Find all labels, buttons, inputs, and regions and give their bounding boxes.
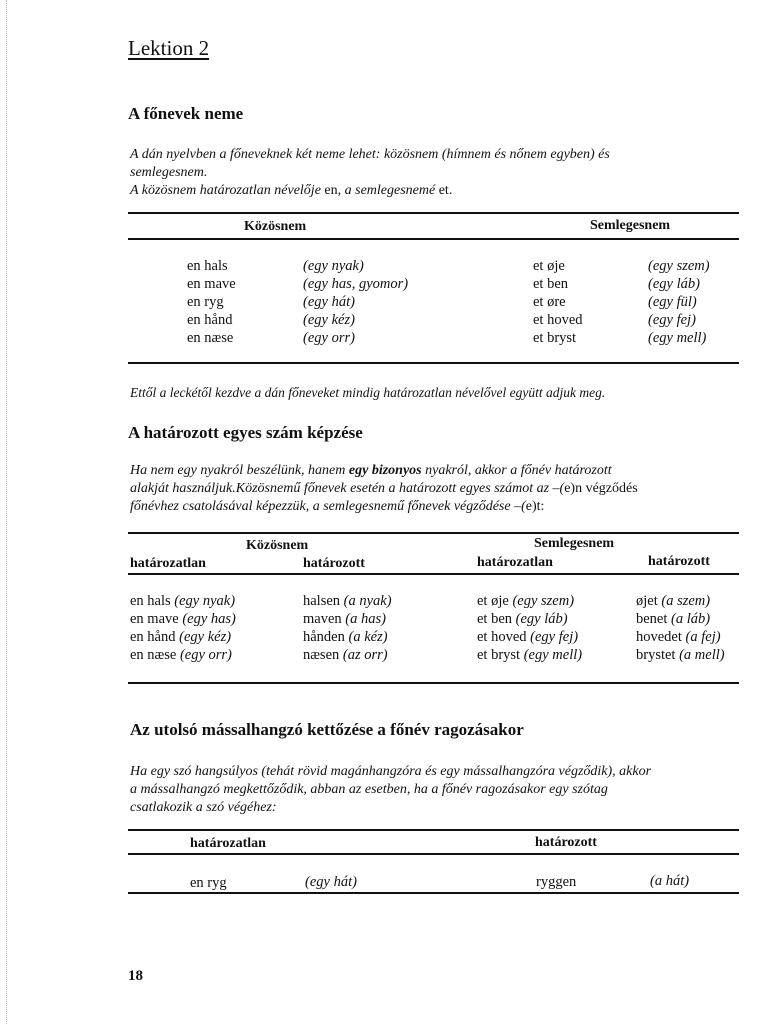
table1-common-word: en næse	[187, 330, 234, 346]
table1-common-translation: (egy nyak)	[303, 258, 364, 274]
section3-para-line3: csatlakozik a szó végéhez:	[130, 800, 277, 815]
table2-translation: (a has)	[345, 611, 386, 627]
table2-cell-common-indef	[130, 611, 236, 628]
table2-header-indef1: határozatlan	[130, 556, 206, 571]
table1-neuter-translation: (egy mell)	[648, 330, 707, 346]
para-text: A közösnem határozatlan névelője	[130, 183, 321, 198]
table3-header-rule	[128, 853, 739, 855]
section1-para-line1: A dán nyelvben a főneveknek két neme lehet: közösnem (hímnem és nőnem egyben) és	[130, 147, 610, 162]
table1-common-word: en hånd	[187, 312, 233, 328]
table1-common-word: en ryg	[187, 294, 224, 310]
table1-neuter-word: et hoved	[533, 312, 583, 328]
table1-common-translation: (egy kéz)	[303, 312, 355, 328]
table1-header-rule	[128, 238, 739, 240]
section2-heading: A határozott egyes szám képzése	[128, 423, 363, 442]
table1-common-word: en mave	[187, 276, 236, 292]
table2-cell-common-indef	[130, 647, 232, 664]
table2-word: benet	[636, 611, 668, 627]
table2-translation: (egy nyak)	[174, 593, 236, 609]
scan-edge-line	[6, 0, 8, 1024]
table2-translation: (a kéz)	[348, 629, 388, 645]
table2-word: øjet	[636, 593, 658, 609]
table2-translation: (az orr)	[342, 647, 388, 663]
table2-group-common: Közösnem	[246, 538, 309, 553]
table2-header-def2: határozott	[648, 554, 710, 569]
table2-cell-neuter-def	[636, 593, 710, 610]
table2-top-rule	[128, 532, 739, 534]
table2-translation: (egy szem)	[512, 593, 575, 609]
table2-cell-common-def	[303, 629, 388, 646]
table2-header-rule	[128, 573, 739, 575]
table2-cell-neuter-indef	[477, 629, 578, 646]
table3-header-indef: határozatlan	[190, 836, 266, 851]
table2-header-def1: határozott	[303, 556, 365, 571]
table2-header-indef2: határozatlan	[477, 555, 553, 570]
table3-indef-word: en ryg	[190, 875, 227, 891]
article-et: et.	[438, 183, 453, 198]
table2-word: et hoved	[477, 629, 527, 645]
para-text: alakját használjuk.Közösnemű főnevek esetén a határozott egyes számot az –(	[130, 481, 565, 496]
table3-top-rule	[128, 829, 739, 831]
table1-neuter-word: et ben	[533, 276, 569, 292]
para-text: a semlegesnemé	[344, 183, 436, 198]
para-text: )t:	[531, 499, 545, 514]
table2-translation: (egy kéz)	[179, 629, 232, 645]
table1-neuter-word: et øre	[533, 294, 566, 310]
table2-cell-common-def	[303, 593, 392, 610]
section1-note: Ettől a leckétől kezdve a dán főneveket mindig határozatlan névelővel együtt adjuk meg.	[130, 385, 606, 400]
table2-translation: (a láb)	[671, 611, 711, 627]
table2-cell-common-indef	[130, 629, 231, 646]
table2-word: en næse	[130, 647, 177, 663]
section1-para-line2: semlegesnem.	[130, 165, 208, 180]
table2-word: hånden	[303, 629, 345, 645]
section3-para-line1: Ha egy szó hangsúlyos (tehát rövid magánhangzóra és egy mássalhangzóra végződik), akkor	[130, 764, 652, 779]
article-en: en,	[324, 183, 342, 198]
table3-bottom-rule	[128, 892, 739, 894]
para-text: főnévhez csatolásával képezzük, a semlegesnemű főnevek végződése –(	[130, 499, 526, 514]
table2-word: en hånd	[130, 629, 176, 645]
table1-common-word: en hals	[187, 258, 228, 274]
table2-word: en mave	[130, 611, 179, 627]
table1-header-common: Közösnem	[244, 219, 307, 234]
table1-neuter-translation: (egy fül)	[648, 294, 697, 310]
table2-word: en hals	[130, 593, 171, 609]
table2-word: næsen	[303, 647, 340, 663]
table2-cell-neuter-def	[636, 611, 710, 628]
table2-cell-neuter-def	[636, 647, 725, 664]
section3-para-line2: a mássalhangzó megkettőződik, abban az esetben, ha a főnév ragozásakor egy szótag	[130, 782, 608, 797]
table3-header-def: határozott	[535, 835, 597, 850]
table2-translation: (egy orr)	[179, 647, 232, 663]
table2-translation: (a mell)	[679, 647, 725, 663]
table1-neuter-word: et øje	[533, 258, 565, 274]
table3-indef-translation: (egy hát)	[305, 874, 357, 890]
para-text: Ha nem egy nyakról beszélünk, hanem	[130, 463, 346, 478]
table2-word: et ben	[477, 611, 513, 627]
table2-word: maven	[303, 611, 342, 627]
table2-word: hovedet	[636, 629, 682, 645]
table3-def-translation: (a hát)	[650, 873, 690, 889]
table1-bottom-rule	[128, 362, 739, 364]
table2-translation: (egy fej)	[530, 629, 579, 645]
table2-cell-common-def	[303, 611, 386, 628]
table2-word: brystet	[636, 647, 676, 663]
table1-common-translation: (egy orr)	[303, 330, 355, 346]
para-letter: e	[564, 481, 571, 496]
table2-translation: (egy has)	[182, 611, 236, 627]
table1-neuter-word: et bryst	[533, 330, 577, 346]
table1-common-translation: (egy has, gyomor)	[303, 276, 409, 292]
table2-word: halsen	[303, 593, 341, 609]
table1-neuter-translation: (egy szem)	[648, 258, 710, 274]
section2-para-line1	[130, 462, 612, 480]
table1-neuter-translation: (egy láb)	[648, 276, 700, 292]
para-text: )n végződés	[570, 481, 638, 496]
table2-word: et øje	[477, 593, 509, 609]
table2-cell-common-indef	[130, 593, 235, 610]
page-title: Lektion 2	[128, 36, 210, 60]
table2-translation: (a nyak)	[343, 593, 392, 609]
table2-translation: (egy mell)	[523, 647, 583, 663]
table1-header-neuter: Semlegesnem	[590, 218, 671, 233]
section3-heading: Az utolsó mássalhangzó kettőzése a főnév ragozásakor	[130, 720, 524, 739]
table2-cell-common-def	[303, 647, 388, 664]
table2-translation: (egy láb)	[515, 611, 568, 627]
para-letter: e	[525, 499, 532, 514]
table1-common-translation: (egy hát)	[303, 294, 355, 310]
table2-cell-neuter-indef	[477, 593, 574, 610]
section1-heading: A főnevek neme	[128, 104, 244, 123]
table2-bottom-rule	[128, 682, 739, 684]
section1-para-line3	[130, 182, 452, 200]
table2-translation: (a fej)	[685, 629, 721, 645]
para-emphasis: egy bizonyos	[348, 463, 422, 478]
table1-neuter-translation: (egy fej)	[648, 312, 696, 328]
table1-top-rule	[128, 212, 739, 214]
para-text: nyakról, akkor a főnév határozott	[425, 463, 612, 478]
page-number: 18	[128, 968, 143, 984]
table2-group-neuter: Semlegesnem	[534, 536, 615, 551]
table2-cell-neuter-indef	[477, 611, 568, 628]
table2-cell-neuter-indef	[477, 647, 582, 664]
section2-para-line2	[130, 480, 638, 498]
section2-para-line3	[130, 498, 544, 516]
table3-def-word: ryggen	[536, 874, 577, 890]
table2-word: et bryst	[477, 647, 521, 663]
table2-cell-neuter-def	[636, 629, 721, 646]
table2-translation: (a szem)	[661, 593, 711, 609]
